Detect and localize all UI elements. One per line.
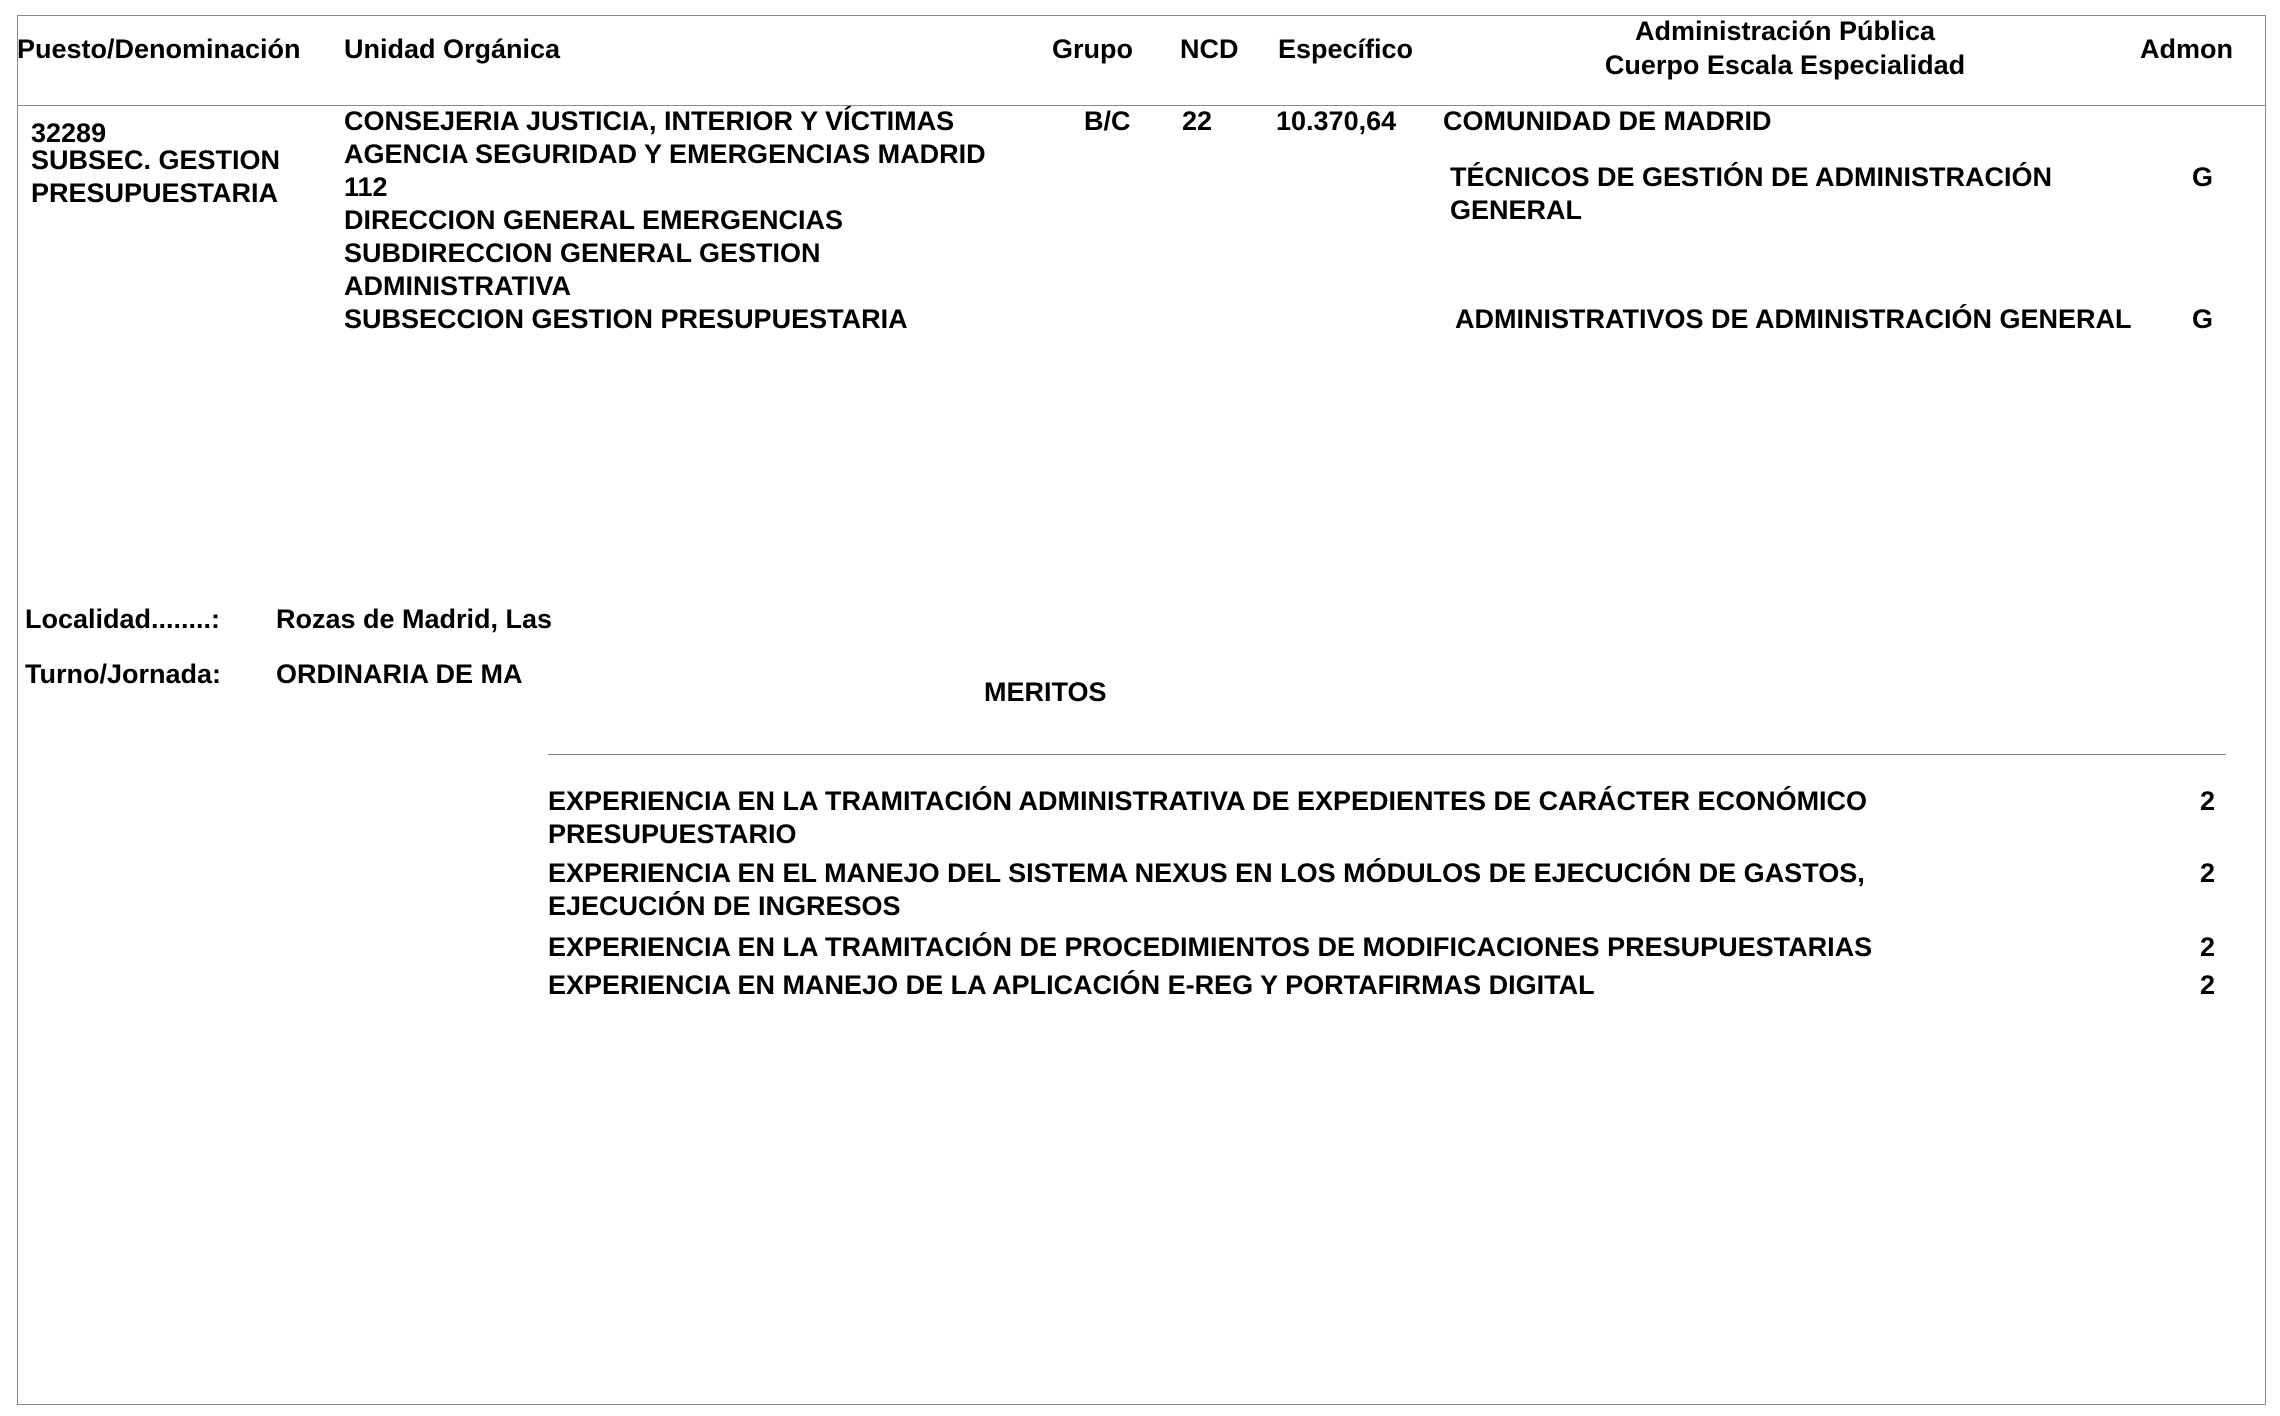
puesto-name-line: PRESUPUESTARIA	[31, 178, 279, 208]
unidad-line: AGENCIA SEGURIDAD Y EMERGENCIAS MADRID	[344, 139, 986, 169]
turno-value: ORDINARIA DE MA	[276, 659, 523, 689]
ncd-value: 22	[1182, 106, 1213, 136]
merito-item: EXPERIENCIA EN MANEJO DE LA APLICACIÓN E-REG Y PORTAFIRMAS DIGITAL	[548, 970, 1595, 1000]
localidad-value: Rozas de Madrid, Las	[276, 604, 553, 634]
unidad-line: CONSEJERIA JUSTICIA, INTERIOR Y VÍCTIMAS	[344, 106, 955, 136]
turno-label: Turno/Jornada:	[25, 659, 222, 689]
meritos-divider	[548, 754, 2226, 755]
meritos-title: MERITOS	[984, 677, 1107, 707]
merito-points: 2	[2200, 970, 2216, 1000]
merito-item: EXPERIENCIA EN LA TRAMITACIÓN DE PROCEDIMIENTOS DE MODIFICACIONES PRESUPUESTARIAS	[548, 932, 1873, 962]
merito-points: 2	[2200, 786, 2216, 816]
unidad-organica-cell	[344, 105, 986, 336]
localidad-label: Localidad........:	[25, 604, 221, 634]
merito-points: 2	[2200, 858, 2216, 888]
merito-points: 2	[2200, 932, 2216, 962]
merito-line: EXPERIENCIA EN EL MANEJO DEL SISTEMA NEXUS EN LOS MÓDULOS DE EJECUCIÓN DE GASTOS,	[548, 858, 1865, 888]
cuerpo-line: GENERAL	[1450, 195, 1583, 225]
header-admin-publica: Administración Pública	[1634, 16, 1936, 46]
puesto-code: 32289	[31, 118, 107, 148]
cuerpo-entry: ADMINISTRATIVOS DE ADMINISTRACIÓN GENERAL	[1455, 304, 2132, 334]
merito-line: EXPERIENCIA EN LA TRAMITACIÓN ADMINISTRATIVA DE EXPEDIENTES DE CARÁCTER ECONÓMICO	[548, 786, 1868, 816]
header-cuerpo-escala: Cuerpo Escala Especialidad	[1604, 50, 1966, 80]
cuerpo-admon: G	[2192, 162, 2214, 192]
header-ncd: NCD	[1180, 34, 1239, 64]
merito-item	[548, 857, 1865, 923]
merito-line: EJECUCIÓN DE INGRESOS	[548, 891, 901, 921]
header-especifico: Específico	[1278, 34, 1414, 64]
header-unidad: Unidad Orgánica	[344, 34, 561, 64]
cuerpo-admon: G	[2192, 304, 2214, 334]
header-admon: Admon	[2140, 34, 2233, 64]
cuerpo-line: TÉCNICOS DE GESTIÓN DE ADMINISTRACIÓN	[1450, 162, 2053, 192]
merito-item	[548, 785, 1867, 851]
header-puesto: Puesto/Denominación	[17, 34, 301, 64]
cuerpo-entry	[1450, 161, 2052, 227]
administracion-value: COMUNIDAD DE MADRID	[1443, 106, 1772, 136]
unidad-line: 112	[344, 172, 388, 202]
unidad-line: SUBSECCION GESTION PRESUPUESTARIA	[344, 304, 908, 334]
unidad-line: DIRECCION GENERAL EMERGENCIAS	[344, 205, 844, 235]
grupo-value: B/C	[1084, 106, 1131, 136]
puesto-name-line: SUBSEC. GESTION	[31, 145, 281, 175]
unidad-line: ADMINISTRATIVA	[344, 271, 571, 301]
merito-line: PRESUPUESTARIO	[548, 819, 797, 849]
puesto-cell	[31, 117, 280, 210]
unidad-line: SUBDIRECCION GENERAL GESTION	[344, 238, 821, 268]
especifico-value: 10.370,64	[1276, 106, 1397, 136]
header-grupo: Grupo	[1052, 34, 1133, 64]
